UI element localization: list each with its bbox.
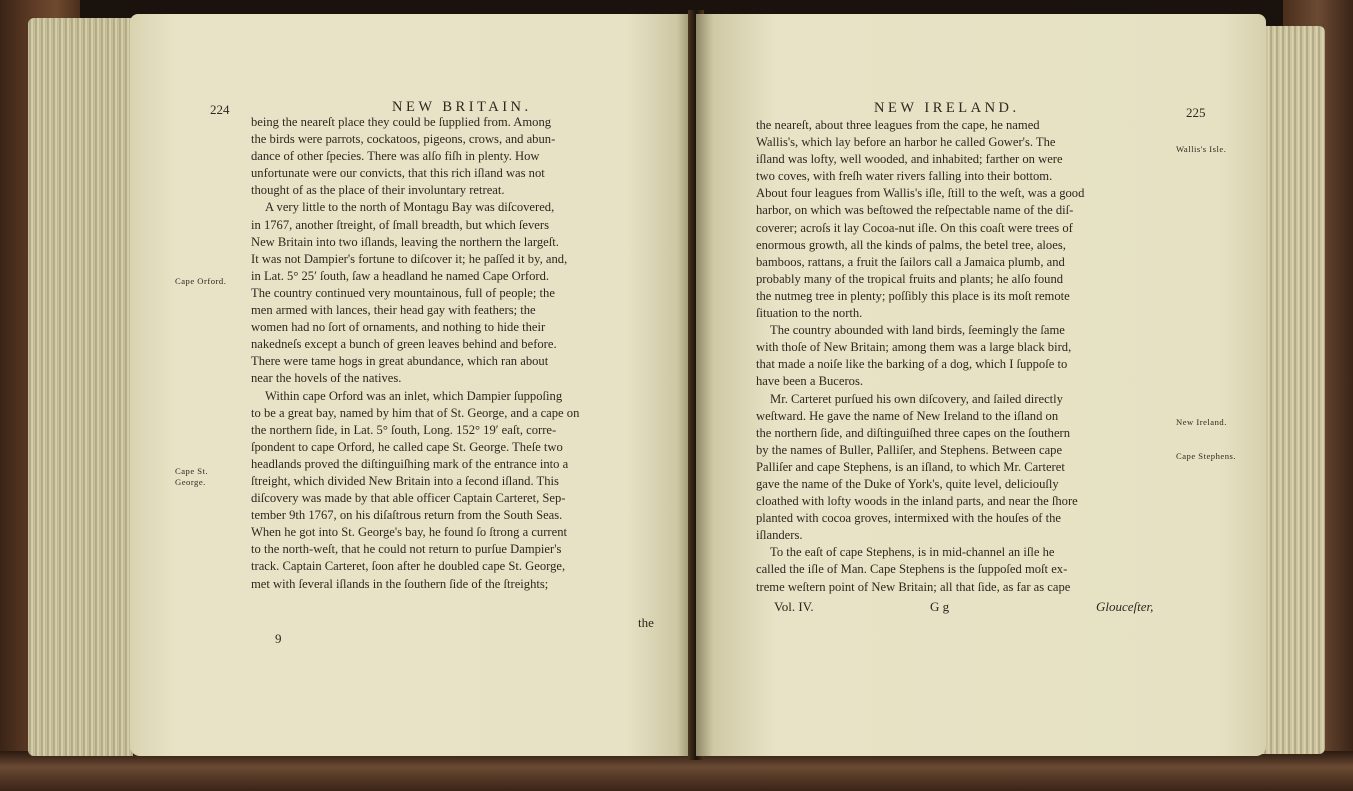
text-line: ſtreight, which divided New Britain into a ſecond iſland. This	[251, 473, 559, 488]
text-line: the nutmeg tree in plenty; poſſibly this place is its moſt remote	[756, 288, 1070, 303]
text-line: dance of other ſpecies. There was alſo fiſh in plenty. How	[251, 149, 540, 164]
text-line: two coves, with freſh water rivers falling into their bottom.	[756, 169, 1053, 184]
text-line: the neareſt, about three leagues from the cape, he named	[756, 118, 1040, 132]
right-page-number: 225	[1186, 105, 1206, 120]
text-line: To the eaſt of cape Stephens, is in mid-channel an iſle he	[770, 545, 1055, 560]
text-line: being the neareſt place they could be ſupplied from. Among	[251, 115, 552, 129]
text-line: the northern ſide, and diſtinguiſhed three capes on the ſouthern	[756, 425, 1071, 440]
side-note-wallis-isle: Wallis's Isle.	[1176, 144, 1227, 154]
text-line: When he got into St. George's bay, he found ſo ſtrong a current	[251, 525, 567, 540]
text-line: iſland was lofty, well wooded, and inhabited; farther on were	[756, 152, 1063, 167]
side-note-cape-stephens: Cape Stephens.	[1176, 451, 1236, 461]
text-line: ſpondent to cape Orford, he called cape St. George. Theſe two	[251, 439, 563, 454]
left-page-number: 224	[210, 102, 230, 117]
text-line: The country continued very mountainous, full of people; the	[251, 285, 555, 300]
right-running-head: NEW IRELAND.	[874, 100, 1020, 116]
text-line: track. Captain Carteret, ſoon after he doubled cape St. George,	[251, 559, 566, 574]
text-line: with thoſe of New Britain; among them was a large black bird,	[756, 340, 1072, 355]
text-line: to the north-weſt, that he could not return to purſue Dampier's	[251, 542, 562, 557]
text-line: Wallis's, which lay before an harbor he called Gower's. The	[756, 135, 1056, 150]
text-line: About four leagues from Wallis's iſle, ſtill to the weſt, was a good	[756, 186, 1085, 201]
text-line: headlands proved the diſtinguiſhing mark of the entrance into a	[251, 456, 569, 471]
text-line: enormous growth, all the kinds of palms, the betel tree, aloes,	[756, 237, 1066, 252]
text-line: probably many of the tropical fruits and plants; he alſo found	[756, 271, 1064, 286]
right-catchword: Glouceſter,	[1096, 599, 1154, 614]
text-line: New Britain into two iſlands, leaving the northern the largeſt.	[251, 234, 559, 249]
text-line: coverer; acroſs it lay Cocoa-nut iſle. On this coaſt were trees of	[756, 220, 1073, 235]
text-line: in Lat. 5° 25′ ſouth, ſaw a headland he named Cape Orford.	[251, 268, 550, 283]
text-line: A very little to the north of Montagu Bay was diſcovered,	[265, 200, 555, 215]
text-line: near the hovels of the natives.	[251, 371, 402, 386]
text-line: treme weſtern point of New Britain; all that ſide, as far as cape	[756, 579, 1071, 594]
text-line: gave the name of the Duke of York's, quite level, deliciouſly	[756, 476, 1059, 491]
left-body-text	[251, 114, 669, 593]
text-line: men armed with lances, their head gay with feathers; the	[251, 303, 536, 318]
text-line: Within cape Orford was an inlet, which Dampier ſuppoſing	[265, 388, 563, 403]
text-line: nakedneſs except a bunch of green leaves behind and before.	[251, 337, 557, 352]
text-line: called the iſle of Man. Cape Stephens is the ſuppoſed moſt ex-	[756, 562, 1068, 577]
text-line: There were tame hogs in great abundance, which ran about	[251, 354, 549, 369]
text-line: bamboos, rattans, a fruit the ſailors call a Jamaica plumb, and	[756, 254, 1065, 269]
signature-mark: G g	[930, 599, 950, 614]
text-line: weſtward. He gave the name of New Ireland to the iſland on	[756, 408, 1059, 423]
text-line: It was not Dampier's fortune to diſcover it; he paſſed it by, and,	[251, 251, 568, 266]
text-line: the birds were parrots, cockatoos, pigeons, crows, and abun-	[251, 132, 556, 147]
text-line: met with ſeveral iſlands in the ſouthern ſide of the ſtreights;	[251, 576, 549, 591]
text-line: iſlanders.	[756, 528, 803, 543]
left-page	[130, 14, 694, 756]
page-edges-left	[28, 18, 133, 756]
text-line: Palliſer and cape Stephens, is an iſland, to which Mr. Carteret	[756, 459, 1065, 474]
text-line: Mr. Carteret purſued his own diſcovery, and ſailed directly	[770, 391, 1063, 406]
text-line: have been a Buceros.	[756, 374, 863, 389]
text-line: cloathed with lofty woods in the inland parts, and near the ſhore	[756, 494, 1078, 509]
text-line: unfortunate were our convicts, that this rich iſland was not	[251, 166, 545, 181]
text-line: by the names of Buller, Palliſer, and Stephens. Between cape	[756, 442, 1063, 457]
text-line: thought of as the place of their involuntary retreat.	[251, 183, 505, 198]
text-line: in 1767, another ſtreight, of ſmall breadth, but which ſevers	[251, 217, 549, 232]
text-line: The country abounded with land birds, ſeemingly the ſame	[770, 323, 1065, 338]
volume-label: Vol. IV.	[774, 599, 814, 614]
side-note-cape-orford: Cape Orford.	[175, 276, 227, 286]
book-cover-bottom	[0, 751, 1353, 791]
right-page	[696, 14, 1266, 756]
signature-mark: 9	[275, 631, 282, 646]
side-note-new-ireland: New Ireland.	[1176, 417, 1227, 427]
text-line: ſituation to the north.	[756, 306, 863, 321]
text-line: diſcovery was made by that able officer Captain Carteret, Sep-	[251, 491, 566, 506]
right-body-text	[756, 117, 1170, 596]
text-line: women had no ſort of ornaments, and nothing to hide their	[251, 320, 546, 335]
left-catchword: the	[638, 615, 654, 630]
text-line: tember 9th 1767, on his diſaſtrous return from the South Seas.	[251, 508, 563, 523]
text-line: that made a noiſe like the barking of a dog, which I ſuppoſe to	[756, 357, 1068, 372]
side-note-cape-st-george: Cape St. George.	[175, 466, 209, 487]
text-line: the northern ſide, in Lat. 5° ſouth, Long. 152° 19′ eaſt, corre-	[251, 422, 557, 437]
text-line: planted with cocoa groves, intermixed with the houſes of the	[756, 511, 1061, 526]
text-line: to be a great bay, named by him that of St. George, and a cape on	[251, 405, 580, 420]
left-running-head: NEW BRITAIN.	[392, 99, 532, 115]
text-line: harbor, on which was beſtowed the reſpectable name of the diſ-	[756, 203, 1074, 218]
